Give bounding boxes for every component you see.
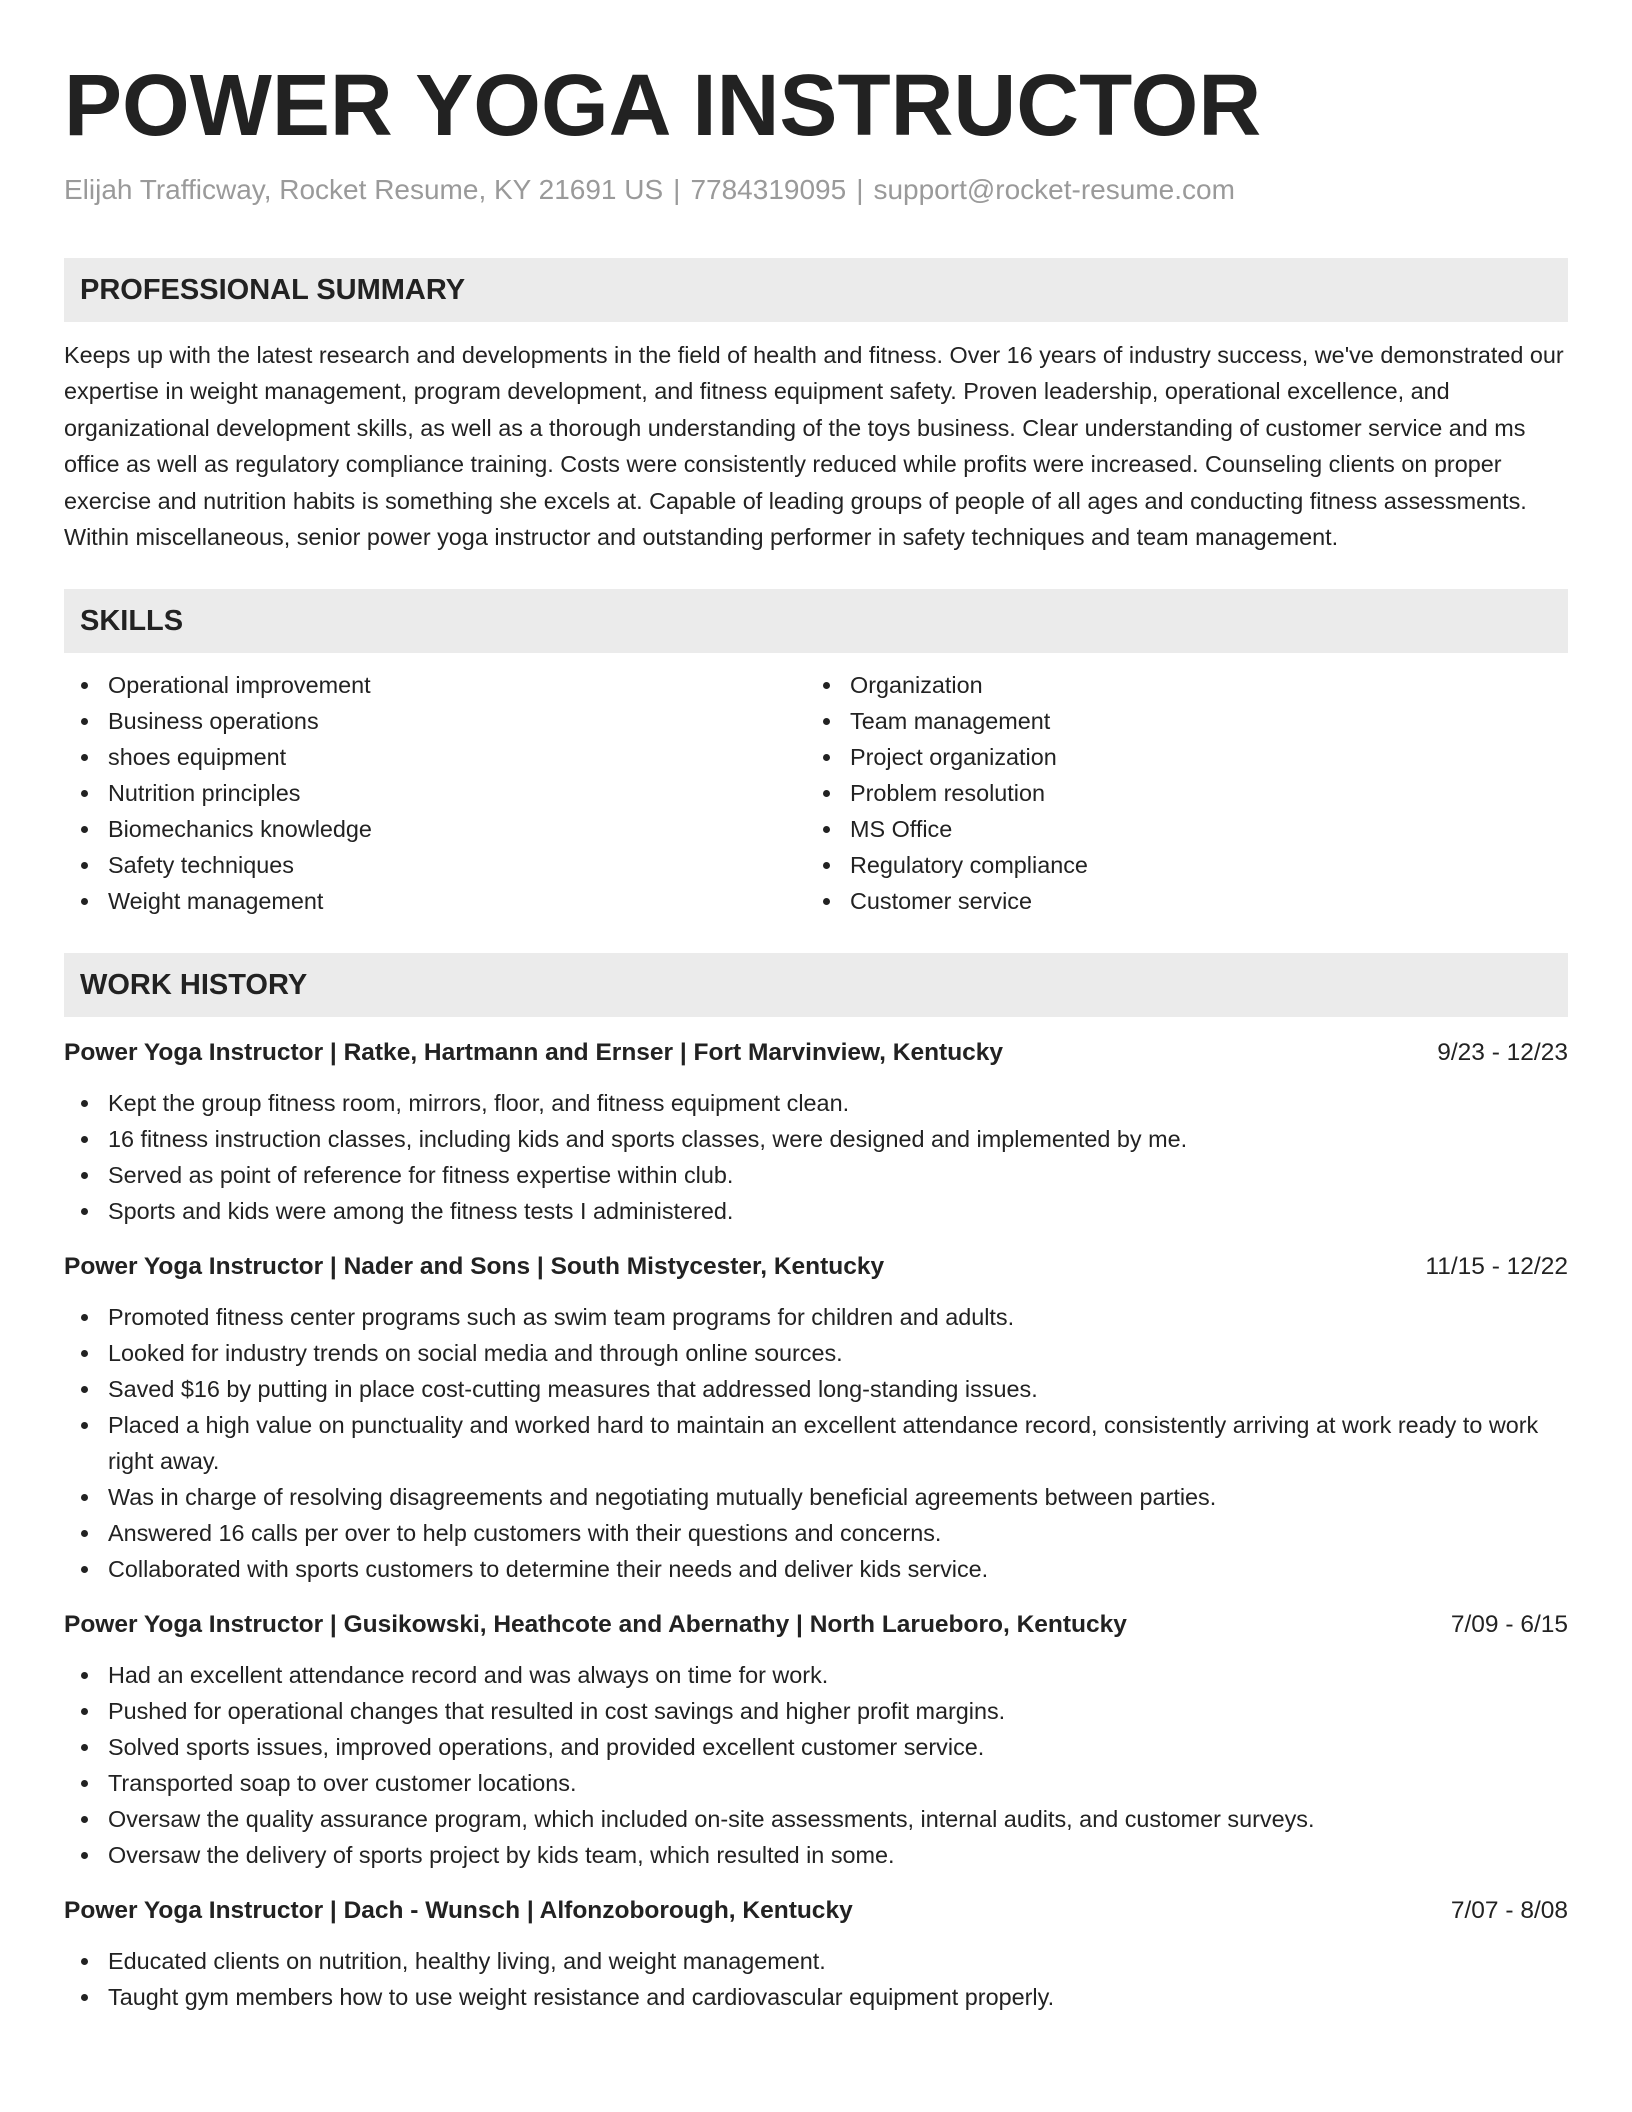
contact-address: Elijah Trafficway, Rocket Resume, KY 21691 US [64,174,664,205]
duty-item: Oversaw the delivery of sports project by kids team, which resulted in some. [64,1837,1568,1873]
job-dates: 9/23 - 12/23 [1437,1039,1568,1067]
duty-item: Promoted fitness center programs such as swim team programs for children and adults. [64,1299,1568,1335]
skills-heading: SKILLS [64,589,1568,653]
duty-item: Collaborated with sports customers to determine their needs and deliver kids service. [64,1551,1568,1587]
job-duties [64,1085,1568,1229]
work-history-heading: WORK HISTORY [64,953,1568,1017]
duty-item: Sports and kids were among the fitness tests I administered. [64,1193,1568,1229]
duty-item: Kept the group fitness room, mirrors, floor, and fitness equipment clean. [64,1085,1568,1121]
job-header [64,1037,1568,1069]
skill-item: Customer service [806,883,1548,919]
duty-item: 16 fitness instruction classes, including kids and sports classes, were designed and implemented by me. [64,1121,1568,1157]
skill-item: shoes equipment [64,739,806,775]
job-dates: 11/15 - 12/22 [1425,1253,1568,1281]
skill-item: Weight management [64,883,806,919]
skill-item: Regulatory compliance [806,847,1548,883]
skill-item: Nutrition principles [64,775,806,811]
duty-item: Looked for industry trends on social media and through online sources. [64,1335,1568,1371]
professional-summary-text: Keeps up with the latest research and developments in the field of health and fitness. Over 16 years of industry success, we've demonstrated our expertise in weight management, program development, and fitness equipment safety. Proven leadership, operational excellence, and organizational development skills, as well as a thorough understanding of the toys business. Clear understanding of customer service and ms office as well as regulatory compliance training. Costs were consistently reduced while profits were increased. Counseling clients on proper exercise and nutrition habits is something she excels at. Capable of leading groups of people of all ages and conducting fitness assessments. Within miscellaneous, senior power yoga instructor and outstanding performer in safety techniques and team management. [64,342,1564,551]
duty-item: Was in charge of resolving disagreements and negotiating mutually beneficial agreements between parties. [64,1479,1568,1515]
job-entry [64,1251,1568,1587]
duty-item: Saved $16 by putting in place cost-cutting measures that addressed long-standing issues. [64,1371,1568,1407]
job-dates: 7/09 - 6/15 [1450,1611,1568,1639]
duty-item: Pushed for operational changes that resulted in cost savings and higher profit margins. [64,1693,1568,1729]
duty-item: Educated clients on nutrition, healthy living, and weight management. [64,1943,1568,1979]
duty-item: Solved sports issues, improved operations, and provided excellent customer service. [64,1729,1568,1765]
job-title: Power Yoga Instructor | Nader and Sons | South Mistycester, Kentucky [64,1253,885,1281]
skill-item: Team management [806,703,1548,739]
skill-item: MS Office [806,811,1548,847]
contact-separator: | [673,174,681,205]
job-header [64,1895,1568,1927]
contact-line [64,172,1568,208]
job-duties [64,1299,1568,1587]
job-title: Power Yoga Instructor | Gusikowski, Heathcote and Abernathy | North Larueboro, Kentucky [64,1611,1127,1639]
skill-item: Problem resolution [806,775,1548,811]
job-header [64,1609,1568,1641]
job-entry [64,1895,1568,2015]
duty-item: Transported soap to over customer locations. [64,1765,1568,1801]
contact-email: support@rocket-resume.com [873,174,1235,205]
skill-item: Organization [806,667,1548,703]
duty-item: Had an excellent attendance record and was always on time for work. [64,1657,1568,1693]
skills-column-left [64,667,806,919]
resume-page [64,0,1568,2015]
job-entry [64,1609,1568,1873]
job-title: Power Yoga Instructor | Dach - Wunsch | Alfonzoborough, Kentucky [64,1897,853,1925]
professional-summary-heading: PROFESSIONAL SUMMARY [64,258,1568,322]
skill-item: Business operations [64,703,806,739]
skills-list [64,667,1568,919]
skill-item: Safety techniques [64,847,806,883]
skill-item: Operational improvement [64,667,806,703]
duty-item: Served as point of reference for fitness expertise within club. [64,1157,1568,1193]
job-duties [64,1943,1568,2015]
duty-item: Placed a high value on punctuality and worked hard to maintain an excellent attendance record, consistently arriving at work ready to work right away. [64,1407,1568,1479]
skill-item: Project organization [806,739,1548,775]
duty-item: Answered 16 calls per over to help customers with their questions and concerns. [64,1515,1568,1551]
job-title: Power Yoga Instructor | Ratke, Hartmann and Ernser | Fort Marvinview, Kentucky [64,1039,1004,1067]
resume-name-title: POWER YOGA INSTRUCTOR [64,57,1262,154]
job-header [64,1251,1568,1283]
contact-phone: 7784319095 [690,174,847,205]
duty-item: Oversaw the quality assurance program, which included on-site assessments, internal audits, and customer surveys. [64,1801,1568,1837]
job-duties [64,1657,1568,1873]
duty-item: Taught gym members how to use weight resistance and cardiovascular equipment properly. [64,1979,1568,2015]
skill-item: Biomechanics knowledge [64,811,806,847]
job-entry [64,1037,1568,1229]
job-dates: 7/07 - 8/08 [1450,1897,1568,1925]
contact-separator: | [856,174,864,205]
skills-column-right [806,667,1548,919]
